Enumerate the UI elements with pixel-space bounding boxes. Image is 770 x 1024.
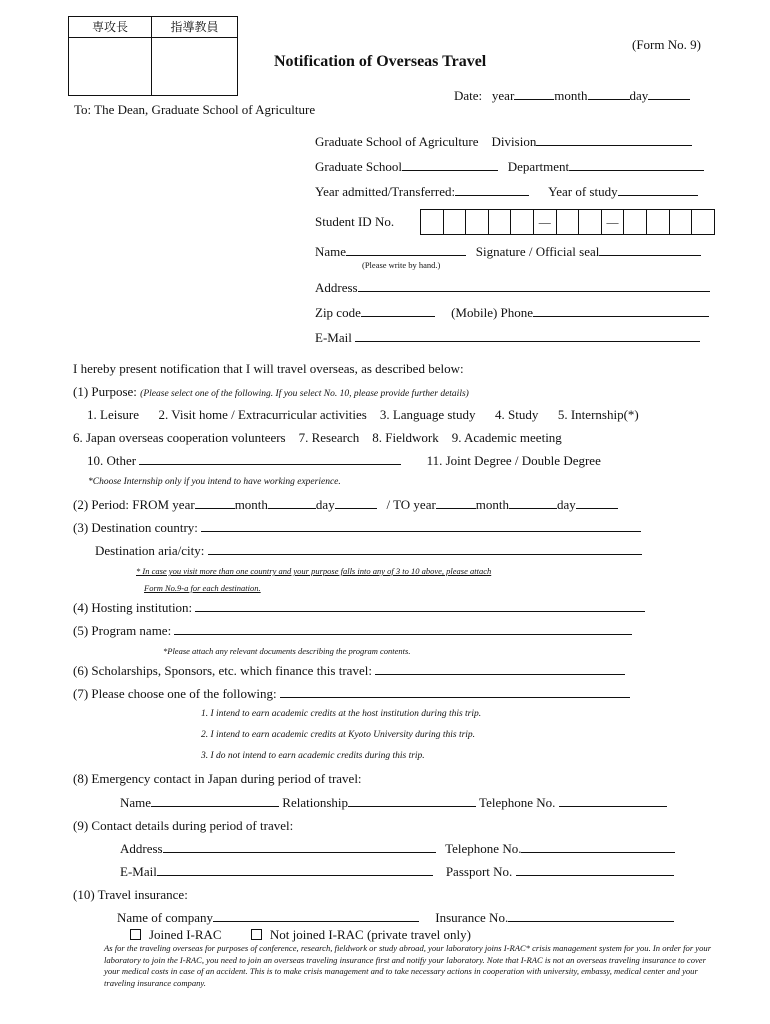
contact-email-row bbox=[120, 864, 674, 880]
purpose-heading bbox=[73, 384, 469, 400]
period-label: (2) Period: FROM year bbox=[73, 497, 195, 512]
date-line bbox=[454, 88, 690, 104]
student-id-cell[interactable] bbox=[670, 210, 693, 234]
graduate-school-label: Graduate School bbox=[315, 159, 403, 174]
intro-text: I hereby present notification that I will travel overseas, as described below: bbox=[73, 361, 464, 376]
date-year-field[interactable] bbox=[514, 88, 554, 100]
credits-option-2[interactable]: 2. I intend to earn academic credits at Kyoto University during this trip. bbox=[201, 730, 476, 740]
scholarships-row bbox=[73, 663, 625, 679]
emergency-relationship-field[interactable] bbox=[348, 795, 476, 807]
credits-label: (7) Please choose one of the following: bbox=[73, 686, 277, 701]
form-number: (Form No. 9) bbox=[632, 37, 701, 52]
email-label: E-Mail bbox=[315, 330, 352, 345]
supervisor-label: 指導教員 bbox=[152, 17, 237, 38]
credits-option-1[interactable]: 1. I intend to earn academic credits at the host institution during this trip. bbox=[201, 709, 482, 719]
period-to-label: / TO year bbox=[386, 497, 436, 512]
signature-label: Signature / Official seal bbox=[475, 244, 600, 259]
joined-irac-label: Joined I-RAC bbox=[149, 927, 222, 942]
contact-address-field[interactable] bbox=[163, 841, 436, 853]
contact-email-field[interactable] bbox=[157, 864, 433, 876]
year-of-study-field[interactable] bbox=[618, 184, 698, 196]
student-id-cell[interactable] bbox=[466, 210, 489, 234]
email-field[interactable] bbox=[355, 330, 700, 342]
hosting-label: (4) Hosting institution: bbox=[73, 600, 193, 615]
contact-telephone-field[interactable] bbox=[521, 841, 675, 853]
department-row bbox=[315, 159, 704, 175]
division-row bbox=[315, 134, 692, 150]
credits-option-3[interactable]: 3. I do not intend to earn academic credits during this trip. bbox=[201, 751, 425, 761]
student-id-separator: — bbox=[534, 210, 557, 234]
scholarships-label: (6) Scholarships, Sponsors, etc. which finance this travel: bbox=[73, 663, 372, 678]
date-day-field[interactable] bbox=[648, 88, 690, 100]
period-to-day-label: day bbox=[557, 497, 576, 512]
name-field[interactable] bbox=[346, 244, 466, 256]
student-id-cell[interactable] bbox=[624, 210, 647, 234]
date-year-label: year bbox=[491, 88, 515, 103]
period-from-year-field[interactable] bbox=[195, 497, 235, 509]
student-id-cell[interactable] bbox=[647, 210, 670, 234]
destination-city-label: Destination aria/city: bbox=[95, 543, 205, 558]
emergency-name-label: Name bbox=[120, 795, 152, 810]
year-of-study-label: Year of study bbox=[548, 184, 618, 199]
name-row bbox=[315, 244, 701, 260]
period-from-day-field[interactable] bbox=[335, 497, 377, 509]
contact-passport-field[interactable] bbox=[516, 864, 674, 876]
destination-city-field[interactable] bbox=[208, 543, 642, 555]
credits-field[interactable] bbox=[280, 686, 630, 698]
emergency-row bbox=[120, 795, 667, 811]
hosting-field[interactable] bbox=[195, 600, 645, 612]
insurance-number-field[interactable] bbox=[508, 910, 674, 922]
purpose-options-1[interactable]: 1. Leisure 2. Visit home / Extracurricular activities 3. Language study 4. Study 5. Internship(*) bbox=[87, 407, 639, 422]
purpose-joint-degree[interactable]: 11. Joint Degree / Double Degree bbox=[426, 453, 601, 468]
period-month-label: month bbox=[234, 497, 268, 512]
department-field[interactable] bbox=[569, 159, 704, 171]
student-id-cell[interactable] bbox=[692, 210, 714, 234]
purpose-other-field[interactable] bbox=[139, 453, 401, 465]
insurance-row bbox=[117, 910, 674, 926]
period-to-month-label: month bbox=[475, 497, 510, 512]
name-label: Name bbox=[315, 244, 347, 259]
contact-address-row bbox=[120, 841, 675, 857]
irac-note: As for the traveling overseas for purposes of conference, research, fieldwork or study abroad, your laboratory joins I-RAC* crisis management system for you. In order for your laboratory to join the I-RAC, you need to join an overseas traveling insurance first and notify your laboratory. Note that I-RAC is not an overseas traveling insurance to cover your medical costs in case of an accident. This is to make crisis management and to take necessary actions in cooperation with university, embassy, medical center and your traveling insurance company. bbox=[104, 943, 712, 988]
student-id-boxes[interactable] bbox=[420, 209, 715, 235]
scholarships-field[interactable] bbox=[375, 663, 625, 675]
student-id-label: Student ID No. bbox=[315, 214, 395, 229]
address-row bbox=[315, 280, 710, 296]
handwrite-note: (Please write by hand.) bbox=[362, 260, 441, 270]
date-label: Date: bbox=[454, 88, 483, 103]
purpose-hint: (Please select one of the following. If you select No. 10, please provide further details) bbox=[140, 389, 469, 399]
period-to-day-field[interactable] bbox=[576, 497, 618, 509]
division-field[interactable] bbox=[536, 134, 692, 146]
insurance-label: (10) Travel insurance: bbox=[73, 887, 188, 902]
zip-field[interactable] bbox=[361, 305, 435, 317]
phone-label: (Mobile) Phone bbox=[451, 305, 534, 320]
department-label: Department bbox=[507, 159, 570, 174]
insurance-company-field[interactable] bbox=[213, 910, 419, 922]
emergency-telephone-field[interactable] bbox=[559, 795, 667, 807]
major-head-label: 専攻長 bbox=[69, 17, 152, 38]
credits-row bbox=[73, 686, 630, 702]
signature-field[interactable] bbox=[599, 244, 701, 256]
purpose-other-row bbox=[87, 453, 601, 469]
program-field[interactable] bbox=[174, 623, 632, 635]
emergency-label: (8) Emergency contact in Japan during period of travel: bbox=[73, 771, 362, 786]
emergency-name-field[interactable] bbox=[151, 795, 279, 807]
student-id-cell[interactable] bbox=[444, 210, 467, 234]
emergency-relationship-label: Relationship bbox=[282, 795, 349, 810]
period-day-label: day bbox=[315, 497, 335, 512]
addressee: To: The Dean, Graduate School of Agriculture bbox=[74, 102, 316, 117]
emergency-telephone-label: Telephone No. bbox=[479, 795, 556, 810]
contact-passport-label: Passport No. bbox=[445, 864, 513, 879]
approval-stamp-box bbox=[68, 16, 238, 96]
date-month-label: month bbox=[554, 88, 588, 103]
student-id-separator: — bbox=[602, 210, 625, 234]
destination-country-label: (3) Destination country: bbox=[73, 520, 198, 535]
insurance-number-label: Insurance No. bbox=[435, 910, 509, 925]
student-id-cell[interactable] bbox=[511, 210, 534, 234]
destination-note-2: Form No.9-a for each destination. bbox=[144, 583, 261, 593]
not-joined-irac-checkbox[interactable] bbox=[251, 929, 262, 940]
address-field[interactable] bbox=[358, 280, 710, 292]
year-admitted-label: Year admitted/Transferred: bbox=[315, 184, 456, 199]
period-to-month-field[interactable] bbox=[509, 497, 557, 509]
zip-phone-row bbox=[315, 305, 709, 321]
school-label: Graduate School of Agriculture bbox=[315, 134, 479, 149]
page-title: Notification of Overseas Travel bbox=[274, 53, 487, 70]
joined-irac-checkbox[interactable] bbox=[130, 929, 141, 940]
purpose-options-2[interactable]: 6. Japan overseas cooperation volunteers 7. Research 8. Fieldwork 9. Academic meeting bbox=[73, 430, 562, 445]
zip-label: Zip code bbox=[315, 305, 361, 320]
contact-telephone-label: Telephone No. bbox=[445, 841, 522, 856]
year-row bbox=[315, 184, 698, 200]
irac-row bbox=[130, 927, 471, 943]
internship-note: *Choose Internship only if you intend to have working experience. bbox=[88, 477, 341, 487]
insurance-company-label: Name of company bbox=[117, 910, 214, 925]
not-joined-irac-label: Not joined I-RAC (private travel only) bbox=[269, 927, 471, 942]
period-row bbox=[73, 497, 618, 513]
program-note: *Please attach any relevant documents describing the program contents. bbox=[163, 646, 411, 656]
program-row bbox=[73, 623, 632, 639]
contact-email-label: E-Mail bbox=[120, 864, 157, 879]
student-id-cell[interactable] bbox=[579, 210, 602, 234]
program-label: (5) Program name: bbox=[73, 623, 172, 638]
destination-country-row bbox=[73, 520, 641, 536]
student-id-cell[interactable] bbox=[421, 210, 444, 234]
period-from-month-field[interactable] bbox=[268, 497, 316, 509]
email-row bbox=[315, 330, 700, 346]
purpose-other-label[interactable]: 10. Other bbox=[87, 453, 137, 468]
graduate-school-field[interactable] bbox=[402, 159, 498, 171]
destination-city-row bbox=[95, 543, 642, 559]
year-admitted-field[interactable] bbox=[455, 184, 529, 196]
destination-country-field[interactable] bbox=[201, 520, 641, 532]
date-month-field[interactable] bbox=[588, 88, 630, 100]
contact-address-label: Address bbox=[120, 841, 163, 856]
student-id-cell[interactable] bbox=[557, 210, 580, 234]
student-id-cell[interactable] bbox=[489, 210, 512, 234]
address-label: Address bbox=[315, 280, 358, 295]
date-day-label: day bbox=[629, 88, 649, 103]
period-to-year-field[interactable] bbox=[436, 497, 476, 509]
purpose-label: (1) Purpose: bbox=[73, 384, 137, 399]
phone-field[interactable] bbox=[533, 305, 709, 317]
division-label: Division bbox=[491, 134, 537, 149]
hosting-row bbox=[73, 600, 645, 616]
destination-note-1: * In case you visit more than one country and your purpose falls into any of 3 to 10 above, please attach bbox=[136, 566, 492, 576]
contact-label: (9) Contact details during period of travel: bbox=[73, 818, 294, 833]
